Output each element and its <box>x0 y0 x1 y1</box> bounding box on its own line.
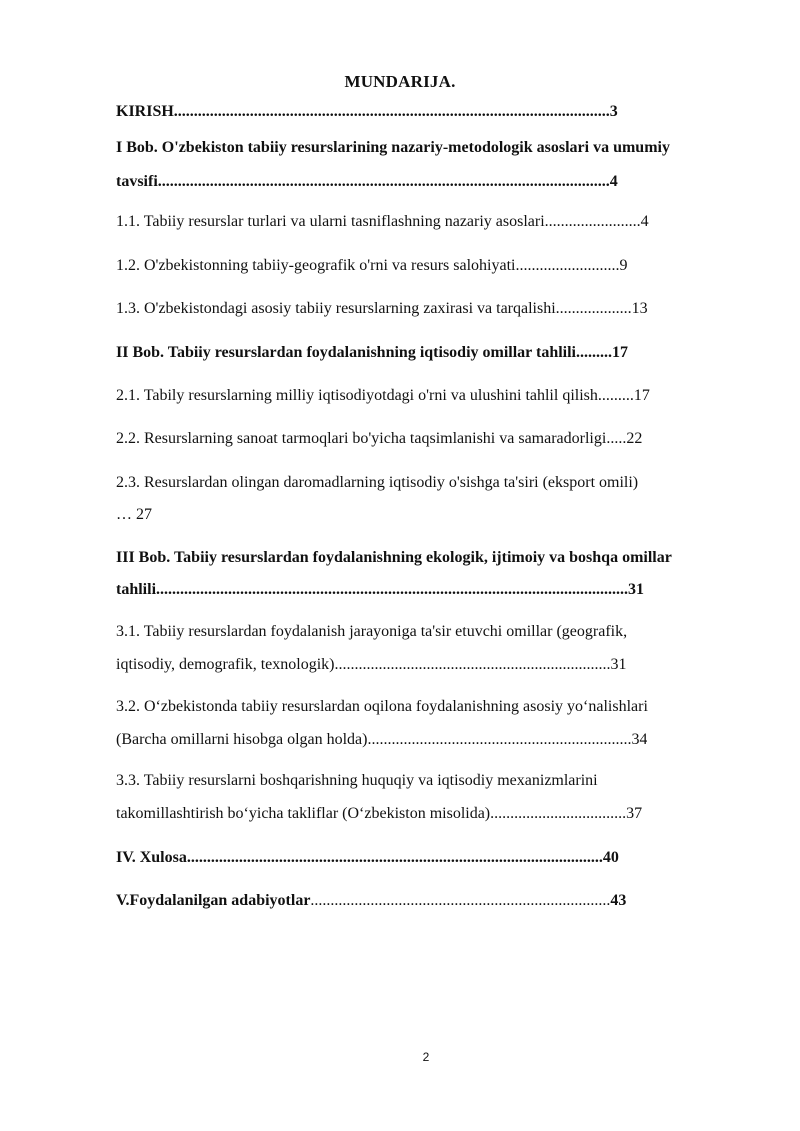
toc-entry-section-3-1-line-2[interactable]: iqtisodiy, demografik, texnologik).....................................................................31 <box>116 656 627 673</box>
toc-entry-section-3-2-line-2[interactable]: (Barcha omillarni hisobga olgan holda)..................................................................34 <box>116 731 648 748</box>
toc-entry-chapter-3-line-2[interactable]: tahlili......................................................................................................................31 <box>116 581 645 598</box>
toc-entry-adabiyotlar-page: 43 <box>610 892 627 909</box>
page-title: MUNDARIJA. <box>344 72 456 91</box>
toc-entry-section-2-2[interactable]: 2.2. Resurslarning sanoat tarmoqlari bo'yicha taqsimlanishi va samaradorligi.....22 <box>116 430 643 447</box>
toc-entry-section-3-3-line-1[interactable]: 3.3. Tabiiy resurslarni boshqarishning huquqiy va iqtisodiy mexanizmlarini <box>116 772 598 789</box>
toc-entry-chapter-1-line-2[interactable]: tavsifi.................................................................................................................4 <box>116 173 618 190</box>
toc-entry-chapter-3-line-1[interactable]: III Bob. Tabiiy resurslardan foydalanishning ekologik, ijtimoiy va boshqa omillar <box>116 549 672 566</box>
toc-entry-section-3-2-line-1[interactable]: 3.2. O‘zbekistonda tabiiy resurslardan oqilona foydalanishning asosiy yo‘nalishlari <box>116 698 648 715</box>
toc-entry-chapter-1-line-1[interactable]: I Bob. O'zbekiston tabiiy resurslarining nazariy-metodologik asoslari va umumiy <box>116 139 670 156</box>
toc-entry-section-1-2[interactable]: 1.2. O'zbekistonning tabiiy-geografik o'rni va resurs salohiyati..........................9 <box>116 257 628 274</box>
toc-entry-kirish[interactable]: KIRISH.............................................................................................................3 <box>116 103 618 120</box>
toc-entry-xulosa[interactable]: IV. Xulosa........................................................................................................40 <box>116 849 619 866</box>
toc-entry-section-2-3-line-1[interactable]: 2.3. Resurslardan olingan daromadlarning iqtisodiy o'sishga ta'siri (eksport omili) <box>116 474 639 491</box>
toc-entry-section-2-1[interactable]: 2.1. Tabily resurslarning milliy iqtisodiyotdagi o'rni va ulushini tahlil qilish.........17 <box>116 387 650 404</box>
toc-entry-adabiyotlar-label: V.Foydalanilgan adabiyotlar <box>116 892 311 909</box>
toc-entry-section-3-1-line-1[interactable]: 3.1. Tabiiy resurslardan foydalanish jarayoniga ta'sir etuvchi omillar (geografik, <box>116 623 628 640</box>
toc-entry-section-1-3[interactable]: 1.3. O'zbekistondagi asosiy tabiiy resurslarning zaxirasi va tarqalishi...................13 <box>116 300 648 317</box>
toc-entry-chapter-2[interactable]: II Bob. Tabiiy resurslardan foydalanishning iqtisodiy omillar tahlili.........17 <box>116 344 628 361</box>
toc-entry-adabiyotlar-leader: ........................................................................... <box>310 892 611 909</box>
page-number: 2 <box>422 1050 430 1064</box>
toc-entry-adabiyotlar[interactable] <box>116 891 626 911</box>
toc-entry-section-1-1[interactable]: 1.1. Tabiiy resurslar turlari va ularni tasniflashning nazariy asoslari........................4 <box>116 213 649 230</box>
toc-entry-section-2-3-line-2[interactable]: … 27 <box>116 506 152 523</box>
toc-entry-section-3-3-line-2[interactable]: takomillashtirish bo‘yicha takliflar (O‘zbekiston misolida)..................................37 <box>116 805 643 822</box>
